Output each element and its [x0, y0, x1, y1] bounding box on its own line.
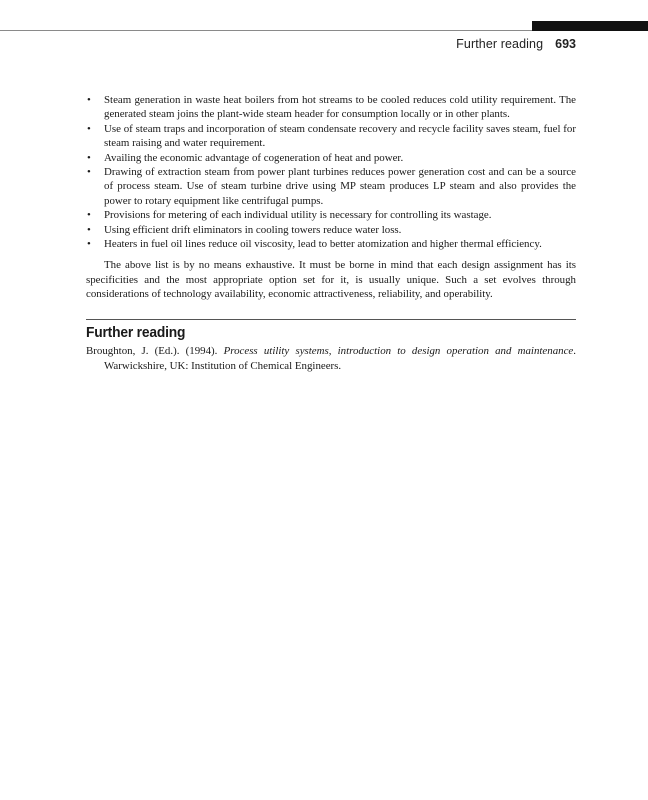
running-title: Further reading [456, 37, 544, 51]
page-body [86, 93, 576, 373]
list-item: • Steam generation in waste heat boilers from hot streams to be cooled reduces cold utility requirement. The generated steam joins the plant-wide steam header for consumption locally or in other plants. [86, 93, 576, 122]
header-bar [532, 21, 648, 31]
reference-publisher: . Warwickshire, UK: Institution of Chemical Engineers. [104, 345, 576, 372]
list-item: • Availing the economic advantage of cogeneration of heat and power. [86, 151, 576, 165]
section-heading: Further reading [86, 323, 186, 341]
reference-entry [86, 344, 576, 373]
page-number: 693 [555, 37, 576, 51]
list-item: • Heaters in fuel oil lines reduce oil viscosity, lead to better atomization and higher thermal efficiency. [86, 237, 576, 251]
running-head [456, 37, 576, 51]
bullet-list [86, 93, 576, 251]
header-rule [0, 30, 532, 31]
section-divider [86, 319, 576, 320]
list-item: • Drawing of extraction steam from power plant turbines reduces power generation cost and can be a source of process steam. Use of steam turbine drive using MP steam produces LP steam and also provides the power to rotary equipment like centrifugal pumps. [86, 165, 576, 208]
list-item: • Use of steam traps and incorporation of steam condensate recovery and recycle facility saves steam, fuel for steam raising and water requirement. [86, 122, 576, 151]
list-item: • Using efficient drift eliminators in cooling towers reduce water loss. [86, 223, 576, 237]
reference-book-title: Process utility systems, introduction to design operation and maintenance [223, 345, 574, 358]
closing-paragraph: The above list is by no means exhaustive. It must be borne in mind that each design assignment has its specificities and the most appropriate option set for it, is usually unique. Such a set evolves through considerations of technology availability, economic attractiveness, reliability, and operability. [86, 259, 576, 301]
reference-authors: Broughton, J. (Ed.). (1994). [86, 345, 224, 358]
list-item: • Provisions for metering of each individual utility is necessary for controlling its wastage. [86, 208, 576, 222]
